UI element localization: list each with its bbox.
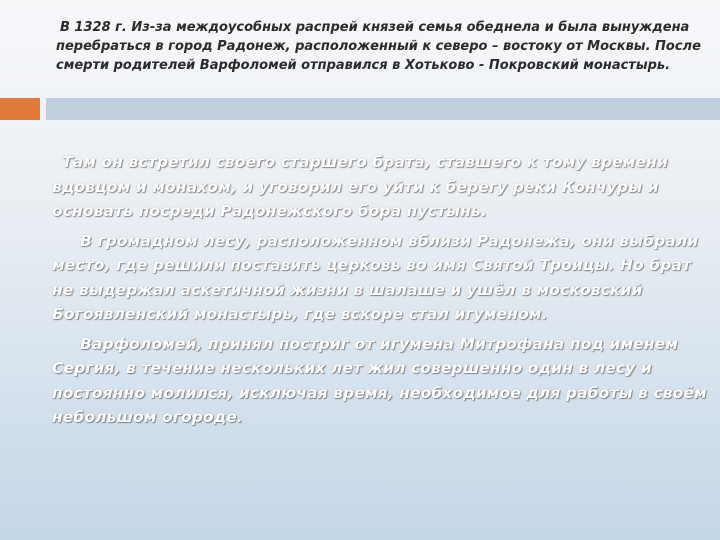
- intro-line: смерти родителей Варфоломей отправился в Хотьково - Покровский монастырь.: [56, 58, 671, 73]
- title-divider: [0, 98, 720, 120]
- body-text: [52, 150, 707, 435]
- divider-accent-orange: [0, 98, 40, 120]
- paragraph-line: место, где решили поставить церковь во имя Святой Троицы. Но брат: [52, 256, 692, 274]
- paragraph-line: Богоявленский монастырь, где вскоре стал игуменом.: [52, 305, 548, 323]
- paragraph-line: основать посреди Радонежского бора пустынь.: [52, 202, 487, 220]
- paragraph-line: постоянно молился, исключая время, необходимое для работы в своём: [52, 383, 707, 402]
- paragraph-1: [52, 150, 707, 224]
- paragraph-line: не выдержал аскетичной жизни в шалаше и ушёл в московский: [52, 280, 643, 299]
- intro-line: перебраться в город Радонеж, расположенный к северо – востоку от Москвы. После: [56, 39, 701, 54]
- intro-line: В 1328 г. Из-за междоусобных распрей князей семья обеднела и была вынуждена: [60, 20, 690, 35]
- paragraph-line: Сергия, в течение нескольких лет жил совершенно один в лесу и: [52, 359, 652, 377]
- divider-accent-blue: [46, 98, 720, 120]
- paragraph-line: вдовцом и монахом, и уговорил его уйти к берегу реки Кончуры и: [52, 177, 659, 196]
- paragraph-line: В громадном лесу, расположенном вблизи Радонежа, они выбрали: [80, 231, 699, 250]
- paragraph-line: Варфоломей, принял постриг от игумена Митрофана под именем: [80, 334, 679, 353]
- paragraph-line: Там он встретил своего старшего брата, ставшего к тому времени: [62, 153, 668, 171]
- paragraph-2: [52, 229, 707, 327]
- intro-text: [56, 18, 701, 75]
- paragraph-3: [52, 332, 707, 430]
- paragraph-line: небольшом огороде.: [52, 408, 243, 426]
